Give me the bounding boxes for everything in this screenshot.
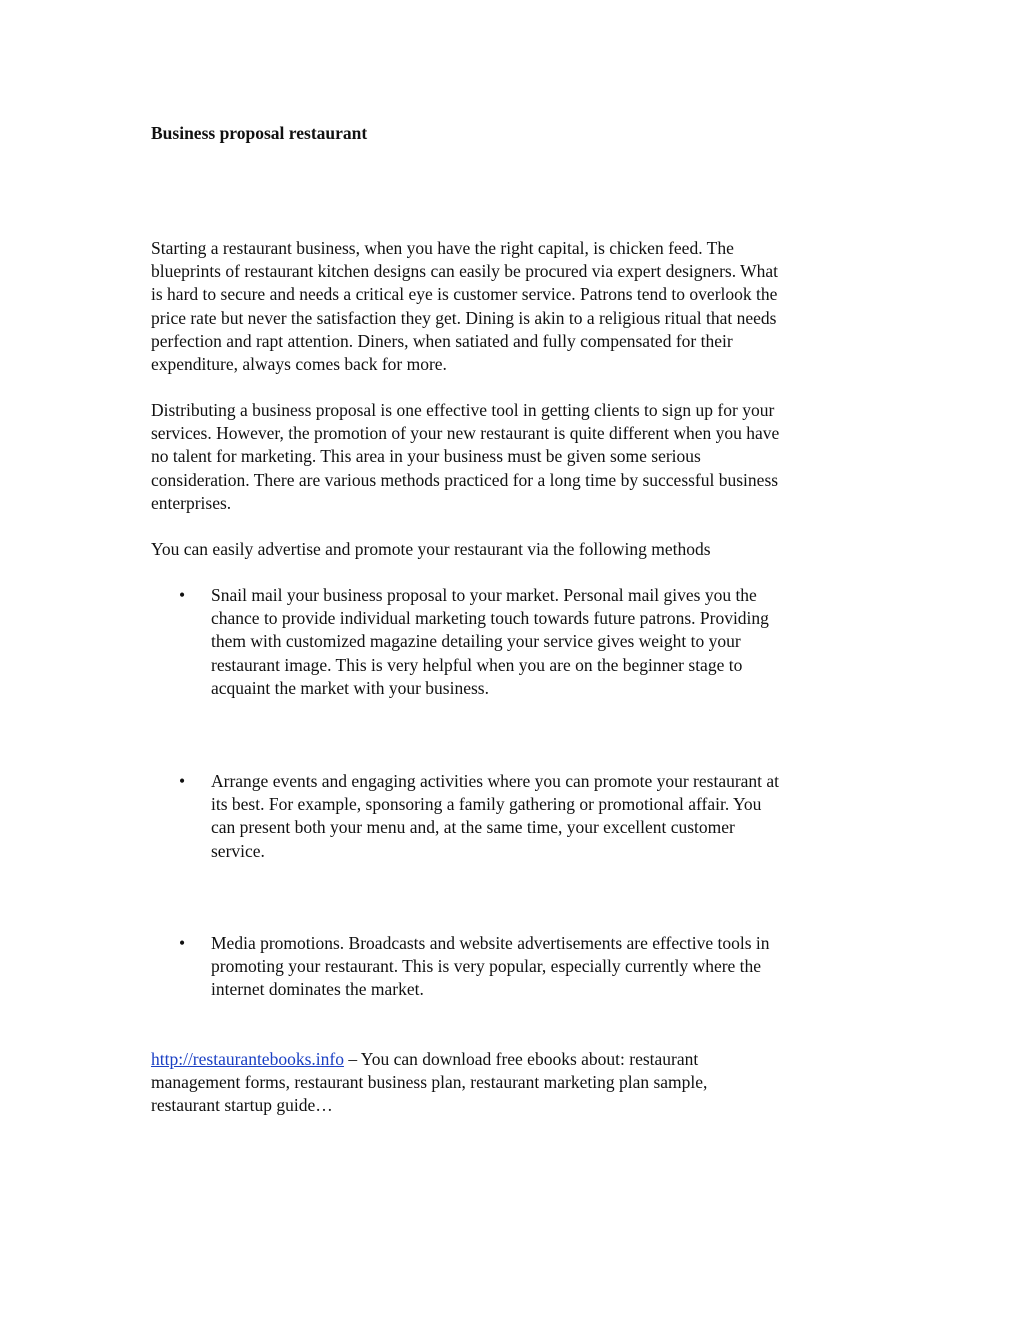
bullet-line: chance to provide individual marketing touch towards future patrons. Providing	[211, 608, 769, 629]
paragraph-methods-intro	[151, 538, 881, 561]
bullet-line: internet dominates the market.	[211, 979, 424, 1000]
bullet-text	[211, 770, 891, 863]
footer-line: restaurant startup guide…	[151, 1095, 333, 1116]
paragraph-line: Distributing a business proposal is one effective tool in getting clients to sign up for your	[151, 400, 775, 420]
bullet-line: them with customized magazine detailing your service gives weight to your	[211, 631, 741, 652]
document-title: Business proposal restaurant	[151, 123, 368, 143]
bullet-line: restaurant image. This is very helpful when you are on the beginner stage to	[211, 654, 743, 675]
paragraph-line: You can easily advertise and promote your restaurant via the following methods	[151, 539, 711, 559]
bullet-icon: •	[179, 771, 186, 791]
bullet-line: Arrange events and engaging activities where you can promote your restaurant at	[211, 771, 780, 791]
paragraph-line: price rate but never the satisfaction they get. Dining is akin to a religious ritual that needs	[151, 307, 777, 328]
paragraph-line: expenditure, always comes back for more.	[151, 354, 447, 375]
paragraph-line: consideration. There are various methods practiced for a long time by successful business	[151, 469, 779, 490]
bullet-text	[211, 584, 891, 700]
bullet-line: Media promotions. Broadcasts and website advertisements are effective tools in	[211, 933, 770, 953]
bullet-line: Snail mail your business proposal to your market. Personal mail gives you the	[211, 585, 757, 605]
bullet-line: acquaint the market with your business.	[211, 677, 489, 698]
footer-paragraph	[151, 1048, 881, 1118]
paragraph-intro	[151, 237, 881, 376]
bullet-icon: •	[179, 585, 186, 605]
bullet-line: service.	[211, 840, 265, 861]
bullet-text	[211, 932, 891, 1002]
bullet-line: its best. For example, sponsoring a family gathering or promotional affair. You	[211, 794, 762, 815]
paragraph-line: perfection and rapt attention. Diners, when satiated and fully compensated for their	[151, 330, 733, 351]
bullet-icon: •	[179, 933, 186, 953]
footer-text: – You can download free ebooks about: restaurant	[343, 1049, 699, 1069]
footer-line: management forms, restaurant business plan, restaurant marketing plan sample,	[151, 1072, 708, 1093]
paragraph-proposal	[151, 399, 881, 515]
paragraph-line: enterprises.	[151, 492, 232, 513]
ebooks-link[interactable]: http://restaurantebooks.info	[151, 1049, 344, 1069]
paragraph-line: is hard to secure and needs a critical eye is customer service. Patrons tend to overlook the	[151, 284, 778, 305]
bullet-line: can present both your menu and, at the same time, your excellent customer	[211, 817, 735, 838]
paragraph-line: blueprints of restaurant kitchen designs can easily be procured via expert designers. What	[151, 261, 779, 282]
paragraph-line: services. However, the promotion of your new restaurant is quite different when you have	[151, 423, 780, 444]
bullet-line: promoting your restaurant. This is very popular, especially currently where the	[211, 956, 762, 977]
footer-line	[151, 1048, 881, 1071]
paragraph-line: no talent for marketing. This area in your business must be given some serious	[151, 446, 701, 467]
paragraph-line: Starting a restaurant business, when you have the right capital, is chicken feed. The	[151, 238, 734, 258]
